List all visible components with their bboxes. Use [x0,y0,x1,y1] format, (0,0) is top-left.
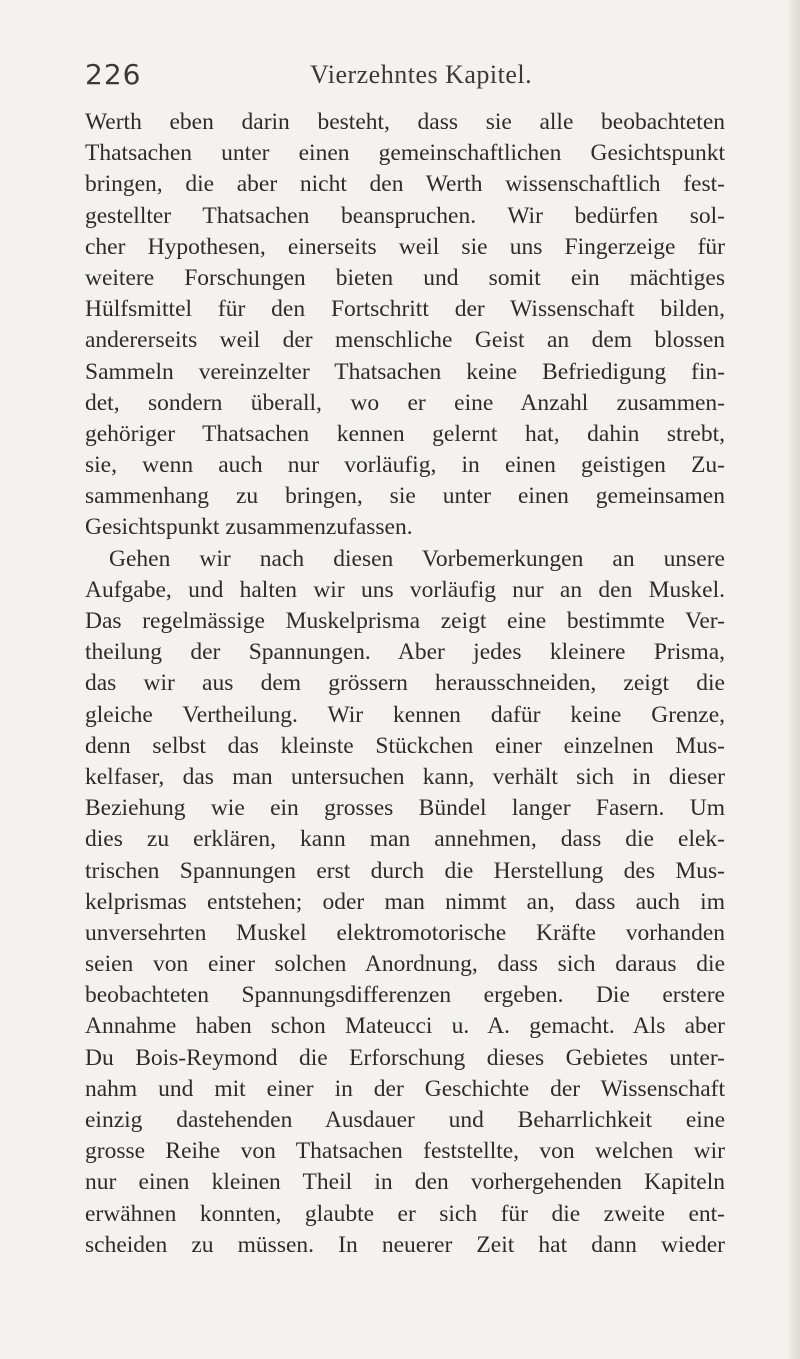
text-line: Hülfsmittel für den Fortschritt der Wissenschaft bilden, [85,296,725,323]
paragraph-start-line: Gehen wir nach diesen Vorbemerkungen an unsere [109,545,725,572]
text-line: gleiche Vertheilung. Wir kennen dafür keine Grenze, [85,701,725,728]
text-line: denn selbst das kleinste Stückchen einer einzelnen Mus- [85,732,725,759]
text-line: gestellter Thatsachen beanspruchen. Wir bedürfen sol- [85,202,725,229]
paragraph-end-line: Gesichtspunkt zusammenzufassen. [85,514,413,541]
text-line: nahm und mit einer in der Geschichte der Wissenschaft [85,1075,725,1102]
text-line: sammenhang zu bringen, sie unter einen gemeinsamen [85,483,725,510]
text-line: cher Hypothesen, einerseits weil sie uns Fingerzeige für [85,233,725,260]
text-line: Du Bois-Reymond die Erforschung dieses Gebietes unter- [85,1044,725,1071]
text-line: erwähnen konnten, glaubte er sich für die zweite ent- [85,1200,725,1227]
text-line: weitere Forschungen bieten und somit ein mächtiges [85,264,725,291]
text-line: det, sondern überall, wo er eine Anzahl zusammen- [85,389,725,416]
page-edge-shadow [786,0,800,1359]
text-line: Sammeln vereinzelter Thatsachen keine Befriedigung fin- [85,358,725,385]
text-line: das wir aus dem grössern herausschneiden, zeigt die [85,670,725,697]
body-text [85,107,725,1261]
text-line: Aufgabe, und halten wir uns vorläufig nur an den Muskel. [85,576,725,603]
text-line: dies zu erklären, kann man annehmen, dass die elek- [85,826,725,853]
text-line: gehöriger Thatsachen kennen gelernt hat, dahin strebt, [85,420,725,447]
text-line: Werth eben darin besteht, dass sie alle beobachteten [85,109,725,135]
text-line: kelprismas entstehen; oder man nimmt an, dass auch im [85,888,725,915]
text-line: grosse Reihe von Thatsachen feststellte, von welchen wir [85,1138,725,1165]
text-line: scheiden zu müssen. In neuerer Zeit hat dann wieder [85,1231,725,1258]
text-line: trischen Spannungen erst durch die Herstellung des Mus- [85,857,725,884]
text-line: bringen, die aber nicht den Werth wissenschaftlich fest- [85,171,725,198]
page-header [85,58,725,98]
text-line: theilung der Spannungen. Aber jedes kleinere Prisma, [85,639,725,666]
text-line: andererseits weil der menschliche Geist an dem blossen [85,327,725,354]
page-number: 226 [85,58,142,91]
text-line: kelfaser, das man untersuchen kann, verhält sich in dieser [85,763,725,790]
text-line: Annahme haben schon Mateucci u. A. gemacht. Als aber [85,1013,725,1040]
running-title: Vierzehntes Kapitel. [310,60,533,89]
text-line: beobachteten Spannungsdifferenzen ergeben. Die erstere [85,982,725,1009]
text-line: Beziehung wie ein grosses Bündel langer Fasern. Um [85,795,725,822]
text-line: einzig dastehenden Ausdauer und Beharrlichkeit eine [85,1107,725,1133]
text-line: Thatsachen unter einen gemeinschaftlichen Gesichtspunkt [85,140,725,167]
text-line: sie, wenn auch nur vorläufig, in einen geistigen Zu- [85,452,725,479]
text-line: seien von einer solchen Anordnung, dass sich daraus die [85,951,725,978]
text-line: Das regelmässige Muskelprisma zeigt eine bestimmte Ver- [85,608,725,634]
text-line: unversehrten Muskel elektromotorische Kräfte vorhanden [85,919,725,946]
text-line: nur einen kleinen Theil in den vorhergehenden Kapiteln [85,1169,725,1196]
